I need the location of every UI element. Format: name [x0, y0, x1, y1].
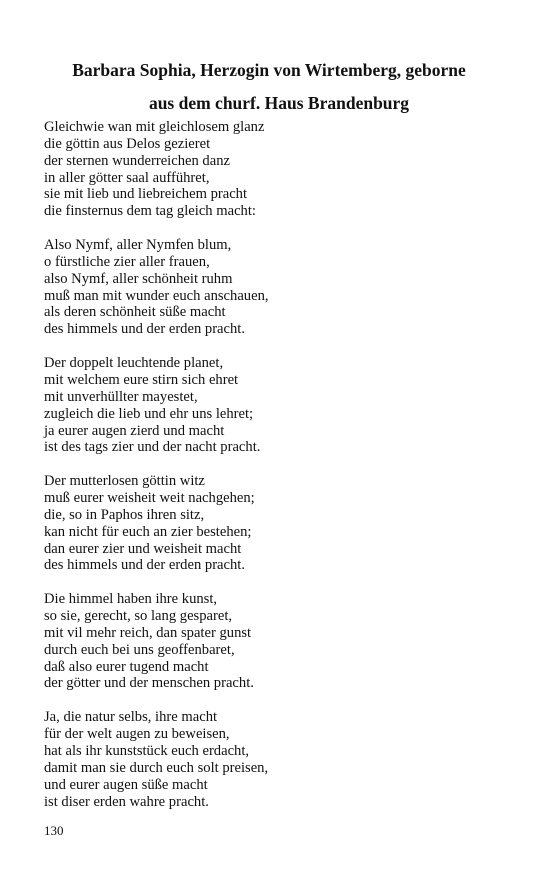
poem-line: in aller götter saal aufführet,: [44, 169, 210, 186]
poem-line: und eurer augen süße macht: [44, 776, 208, 793]
poem-line: also Nymf, aller schönheit ruhm: [44, 270, 233, 287]
poem-line: muß man mit wunder euch anschauen,: [44, 287, 269, 304]
poem-line: muß eurer weisheit weit nachgehen;: [44, 490, 255, 507]
poem-line: hat als ihr kunststück euch erdacht,: [44, 743, 250, 759]
stanza-1: [44, 119, 269, 220]
poem-line: Die himmel haben ihre kunst,: [44, 591, 218, 608]
poem-line: mit welchem eure stirn sich ehret: [44, 371, 239, 388]
stanza-2: [44, 237, 269, 338]
poem-title-line-1: Barbara Sophia, Herzogin von Wirtemberg, geborne: [72, 60, 466, 80]
poem-line: mit unverhüllter mayestet,: [44, 388, 198, 405]
poem-line: o fürstliche zier aller frauen,: [44, 253, 210, 270]
poem-line: durch euch bei uns geoffenbaret,: [44, 641, 235, 658]
poem-line: als deren schönheit süße macht: [44, 304, 226, 321]
poem-line: Der mutterlosen göttin witz: [44, 473, 205, 490]
poem-line: die, so in Paphos ihren sitz,: [44, 506, 205, 523]
poem-line: ist diser erden wahre pracht.: [44, 793, 209, 810]
poem-line: kan nicht für euch an zier bestehen;: [44, 523, 252, 540]
poem-line: so sie, gerecht, so lang gesparet,: [44, 608, 233, 625]
poem-line: dan eurer zier und weisheit macht: [44, 540, 242, 557]
page-number: 130: [44, 823, 64, 838]
poem-line: des himmels und der erden pracht.: [44, 557, 246, 574]
poem-line: Also Nymf, aller Nymfen blum,: [44, 237, 232, 254]
poem-title-line-2: aus dem churf. Haus Brandenburg: [148, 93, 410, 113]
poem-line: Ja, die natur selbs, ihre macht: [44, 709, 218, 726]
poem-line: der götter und der menschen pracht.: [44, 675, 254, 692]
poem-line: für der welt augen zu beweisen,: [44, 726, 230, 743]
poem-line: damit man sie durch euch solt preisen,: [44, 759, 269, 776]
poem-line: Der doppelt leuchtende planet,: [44, 355, 224, 372]
stanza-4: [44, 473, 269, 574]
poem-line: daß also eurer tugend macht: [44, 658, 209, 675]
poem-line: des himmels und der erden pracht.: [44, 321, 246, 338]
stanza-5: [44, 591, 269, 692]
poem-line: die finsternus dem tag gleich macht:: [44, 203, 256, 220]
stanza-6: [44, 709, 269, 810]
poem-line: mit vil mehr reich, dan spater gunst: [44, 624, 252, 641]
poem-line: sie mit lieb und liebreichem pracht: [44, 186, 248, 203]
poem-line: zugleich die lieb und ehr uns lehret;: [44, 405, 254, 422]
poem-line: ist des tags zier und der nacht pracht.: [44, 439, 261, 456]
poem-line: Gleichwie wan mit gleichlosem glanz: [44, 119, 265, 135]
poem-body: [44, 119, 269, 827]
poem-line: die göttin aus Delos gezieret: [44, 135, 211, 152]
poem-line: ja eurer augen zierd und macht: [44, 422, 225, 439]
stanza-3: [44, 355, 269, 456]
poem-line: der sternen wunderreichen danz: [44, 152, 230, 169]
